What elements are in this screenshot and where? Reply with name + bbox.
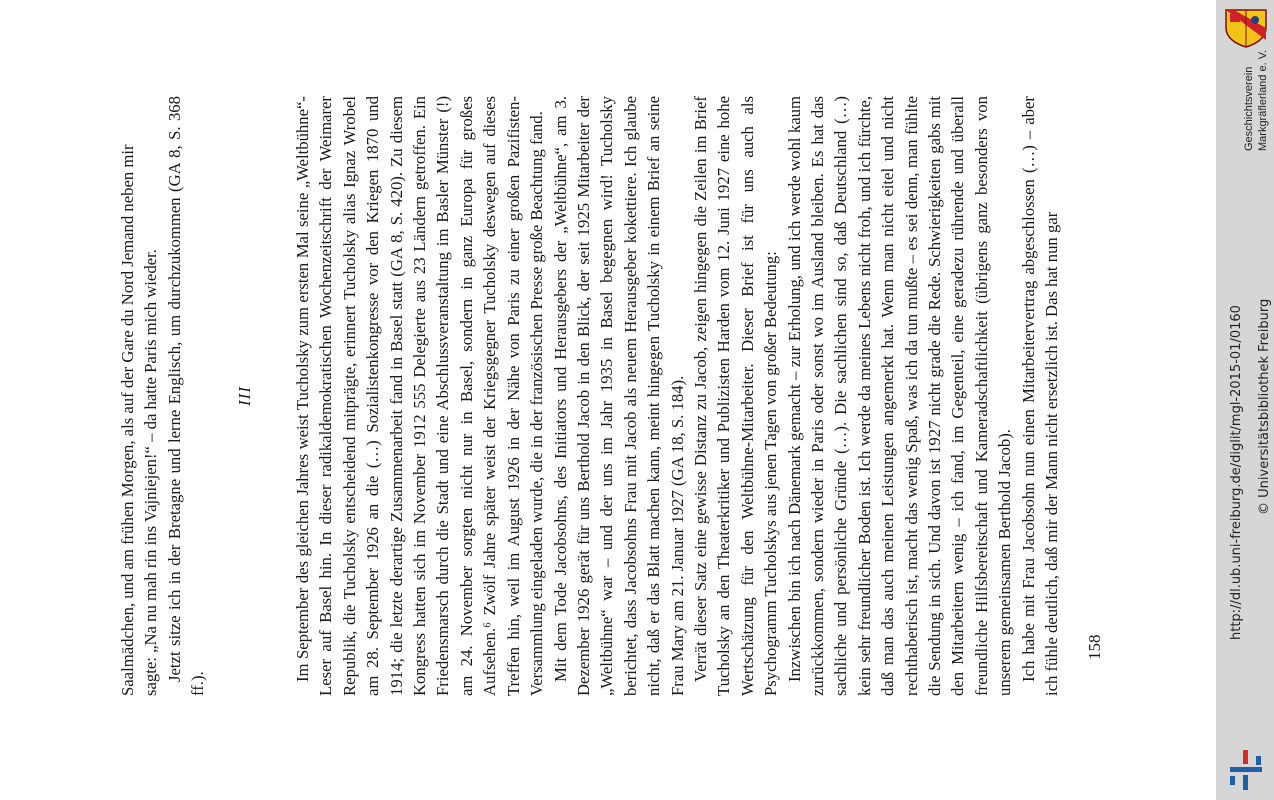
opening-line-1: Saalmädchen, und am frühen Morgen, als auf der Gare du Nord Jemand neben mir <box>118 144 137 696</box>
coat-of-arms-icon <box>1222 6 1270 48</box>
copyright-notice: © Universitätsbibliothek Freiburg <box>1257 298 1272 515</box>
society-name-line-2: Markgräflerland e. V. <box>1257 49 1269 151</box>
paragraph-1: Im September des gleichen Jahres weist Tucholsky zum ersten Mal seine „Weltbühne“-Leser auf Basel hin. In dieser radikaldemokratischen Wochenzeitschrift der Weimarer Republik, die Tucholsky entscheidend mitprägte, erinnert Tucholsky alias Ignaz Wrobel am 28. September 1926 an die (…) Sozialistenkongresse vor den Kriegen 1870 und 1914; die letzte derartige Zusammenarbeit fand in Basel statt (GA 8, S. 420). Zu diesem Kongress hatten sich im November 1912 555 Delegierte aus 23 Ländern getroffen. Ein Friedensmarsch durch die Stadt und eine Abschlussveranstaltung im Basler Münster (!) am 24. November sorgten nicht nur in Basel, sondern in ganz Europa für großes Aufsehen.⁶ Zwölf Jahre später weist der Kriegsgegner Tucholsky deswegen auf dieses Treffen hin, weil im August 1926 in der Nähe von Paris zu einer großen Pazifisten-Versammlung eingeladen wurde, die in der französischen Presse große Beachtung fand. <box>293 96 547 696</box>
paragraph-5: Ich habe mit Frau Jacobsohn nun einen Mitarbeitervertrag abgeschlossen (…) – aber ich fühle deutlich, daß mir der Mann nicht ersetzlich ist. Das hat nun gar <box>1018 96 1062 696</box>
opening-paragraph-2: Jetzt sitze ich in der Bretagne und lerne Englisch, um durchzukommen (GA 8, S. 368 ff.). <box>164 96 208 696</box>
paragraph-3: Verrät dieser Satz eine gewisse Distanz zu Jacob, zeigen hingegen die Zeilen im Brief Tucholsky an den Theaterkritiker und Publizisten Harden vom 12. Juni 1927 eine hohe Wertschätzung für den Weltbühne-Mitarbeiter. Dieser Brief ist für uns auch als Psychogramm Tucholskys aus jenen Tagen von großer Bedeutung: <box>690 96 781 696</box>
page-number: 158 <box>1085 634 1104 660</box>
ub-freiburg-logo-icon <box>1224 748 1268 792</box>
society-name-line-1: Geschichtsverein <box>1243 66 1255 151</box>
section-numeral: III <box>234 386 254 406</box>
paragraph-4: Inzwischen bin ich nach Dänemark gemacht – zur Erholung, und ich werde wohl kaum zurückkommen, sondern wieder in Paris oder sonst wo im Ausland bleiben. Es hat das sachliche und persönliche Gründe (…). Die sachlichen sind so, daß Deutschland (…) kein sehr freundlicher Boden ist. Ich werde da meines Lebens nicht froh, und ich fürchte, daß man das auch meinen Leistungen angemerkt hat. Wenn man nicht eitel und nicht rechthaberisch ist, macht das wenig Spaß, was ich da tun mußte – es sei denn, man fühlte die Sendung in sich. Und davon ist 1927 nicht grade die Rede. Schwierigkeiten gabs mit den Mitarbeitern wenig – ich fand, im Gegenteil, eine geradezu rührende und überall freundliche Hilfsbereitschaft und Kameradschaftlichkeit (übrigens ganz besonders von unserem gemeinsamen Berthold Jacob). <box>784 96 1015 696</box>
opening-line-2: sagte: „Na nu mah rin ins Vajniejen!“ – da hatte Paris mich wieder. <box>141 249 161 696</box>
permalink-url[interactable]: http://dl.ub.uni-freiburg.de/diglit/mgl-2015-01/0160 <box>1229 305 1244 640</box>
paragraph-2: Mit dem Tode Jacobsohns, des Initiators und Herausgebers der „Weltbühne“, am 3. Dezember 1926 gerät für uns Berthold Jacob in den Blick, der seit 1925 Mitarbeiter der „Weltbühne“ war – und der uns im Jahr 1935 in Basel begegnen wird! Tucholsky berichtet, dass Jacobsohns Frau mit Jacob als neuem Herausgeber kokettiere. Ich glaube nicht, daß er das Blatt machen kann, meint hingegen Tucholsky in einem Brief an seine Frau Mary am 21. Januar 1927 (GA 18, S. 184). <box>550 96 687 696</box>
page-text-block <box>116 96 1063 696</box>
